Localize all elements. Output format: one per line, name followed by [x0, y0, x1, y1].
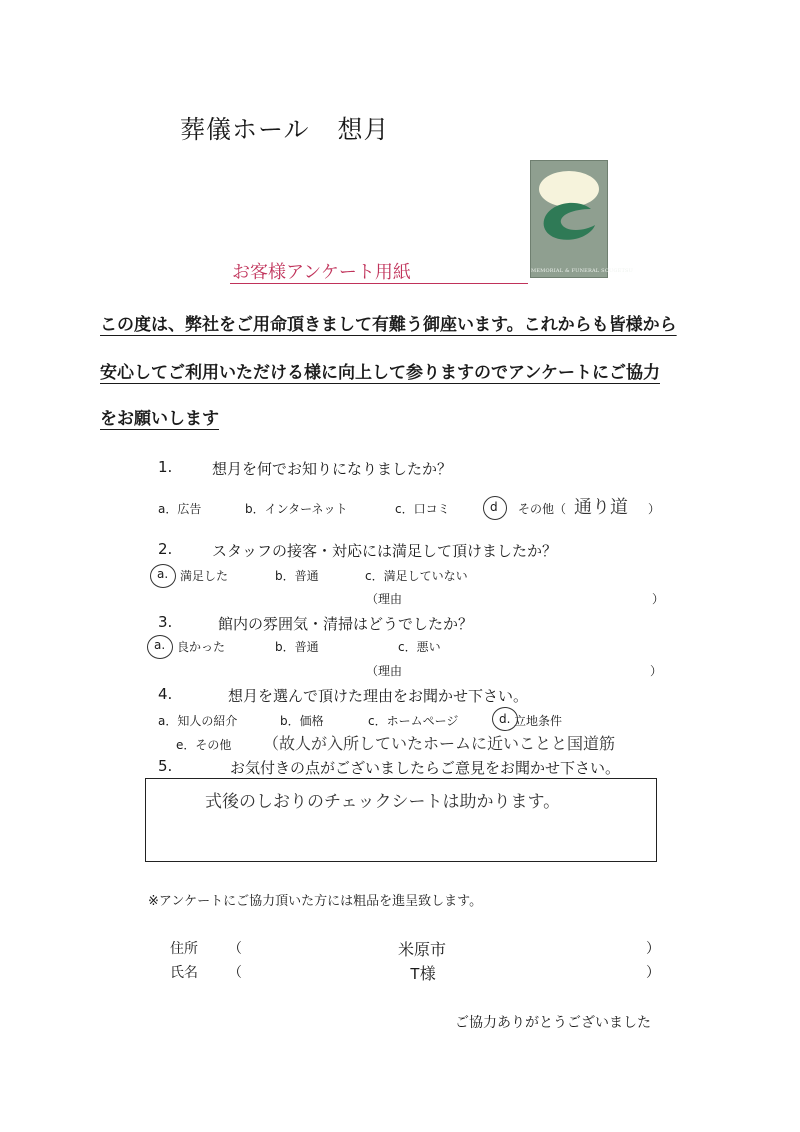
q1-option-c[interactable]: c．口コミ — [395, 502, 450, 516]
q3-option-a-mark[interactable]: a. — [154, 638, 166, 652]
name-open: （ — [228, 965, 242, 981]
moon-logo-icon — [531, 161, 607, 261]
brand-name: 想月 — [337, 115, 390, 144]
q4-option-e[interactable]: e．その他 — [176, 738, 232, 752]
logo-caption: MEMORIAL & FUNERAL SOUGETSU — [531, 268, 634, 274]
question-4-text: 想月を選んで頂けた理由をお聞かせ下さい。 — [228, 687, 529, 705]
sougetsu-logo — [530, 160, 634, 278]
q3-option-b[interactable]: b．普通 — [275, 640, 319, 654]
name-value: T様 — [410, 966, 436, 983]
q2-option-b[interactable]: b．普通 — [275, 569, 319, 583]
q1-option-b[interactable]: b．インターネット — [245, 502, 348, 516]
q2-option-a[interactable]: 満足した — [180, 569, 229, 583]
name-close: ） — [646, 965, 660, 981]
q4-option-a[interactable]: a．知人の紹介 — [158, 714, 238, 728]
q3-reason-close: ） — [650, 664, 663, 678]
question-2-text: スタッフの接客・対応には満足して頂けましたか？ — [212, 542, 558, 560]
company-name: 葬儀ホール — [180, 115, 310, 144]
intro-line-3: をお願いします — [100, 409, 219, 429]
question-1-text: 想月を何でお知りになりましたか？ — [212, 460, 453, 478]
thanks-message: ご協力ありがとうございました — [455, 1015, 651, 1031]
question-2-number: 2. — [158, 540, 173, 558]
question-1-number: 1. — [158, 458, 173, 476]
q3-option-c[interactable]: c．悪い — [398, 640, 441, 654]
gift-note: ※アンケートにご協力頂いた方には粗品を進呈致します。 — [148, 894, 483, 909]
intro-line-1: この度は、弊社をご用命頂きまして有難う御座います。これからも皆様から — [100, 315, 677, 335]
question-3-number: 3. — [158, 613, 173, 631]
intro-line-2: 安心してご利用いただける様に向上して参りますのでアンケートにご協力 — [100, 363, 660, 383]
address-label: 住所 — [170, 941, 198, 957]
q4-option-b[interactable]: b．価格 — [280, 714, 324, 728]
q4-option-d[interactable]: 立地条件 — [514, 714, 563, 728]
q2-reason-close: ） — [652, 592, 665, 606]
q1-close-paren: ） — [648, 502, 661, 516]
question-4-number: 4. — [158, 685, 173, 703]
q1-other-answer: 通り道 — [574, 497, 628, 518]
page-title — [180, 110, 390, 146]
name-label: 氏名 — [170, 965, 198, 981]
question-5-text: お気付きの点がございましたらご意見をお聞かせ下さい。 — [230, 759, 621, 777]
form-title: お客様アンケート用紙 — [232, 262, 411, 283]
form-title-underline — [230, 283, 528, 284]
address-value: 米原市 — [398, 942, 447, 959]
address-open: （ — [228, 941, 242, 957]
q4-option-c[interactable]: c．ホームページ — [368, 714, 459, 728]
address-close: ） — [646, 941, 660, 957]
q2-reason-label: （理由 — [366, 592, 403, 606]
q1-option-d-mark[interactable]: d — [490, 500, 498, 514]
question-5-number: 5. — [158, 757, 173, 775]
q4-option-d-mark[interactable]: d. — [499, 712, 511, 726]
q3-option-a[interactable]: 良かった — [177, 640, 226, 654]
q1-option-d[interactable]: その他（ — [518, 502, 567, 516]
question-3-text: 館内の雰囲気・清掃はどうでしたか？ — [218, 615, 474, 633]
q2-option-a-mark[interactable]: a. — [157, 567, 169, 581]
comment-text: 式後のしおりのチェックシートは助かります。 — [205, 792, 561, 812]
q4-other-answer: （故人が入所していたホームに近いことと国道筋 — [263, 734, 616, 753]
q3-reason-label: （理由 — [366, 664, 403, 678]
q2-option-c[interactable]: c．満足していない — [365, 569, 468, 583]
q1-option-a[interactable]: a．広告 — [158, 502, 202, 516]
